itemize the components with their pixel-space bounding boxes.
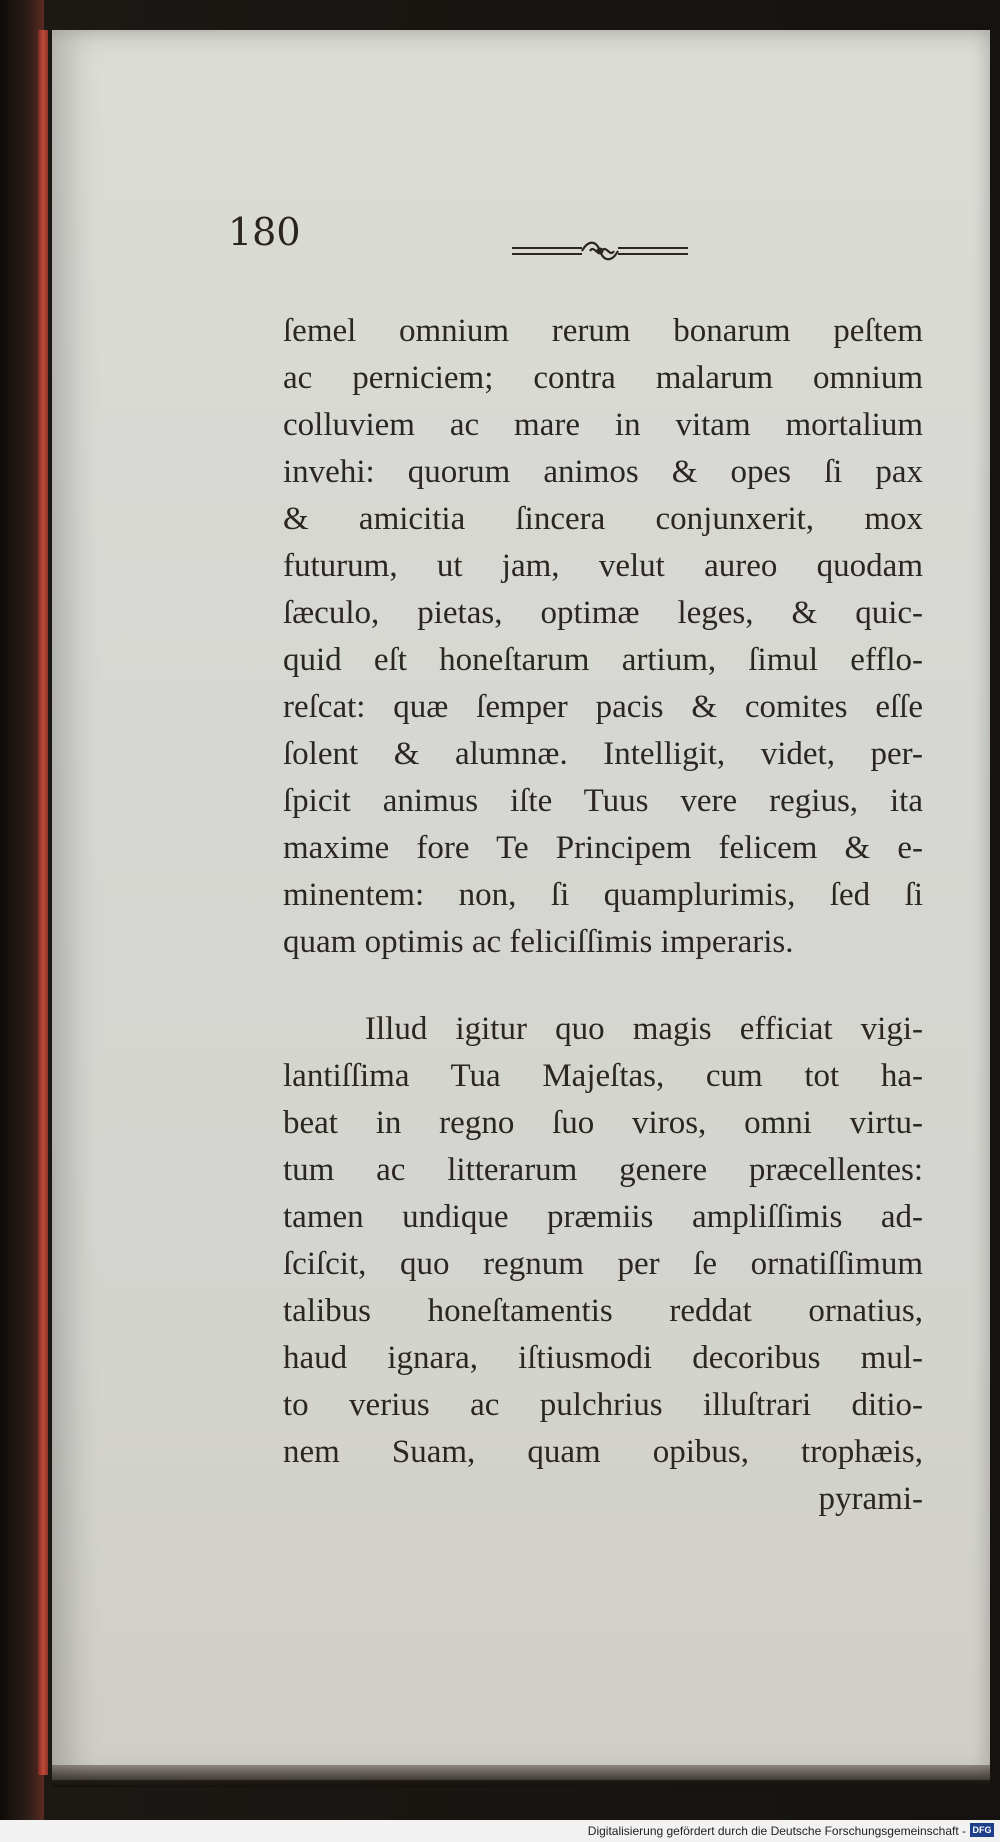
text-line: & amicitia ſincera conjunxerit, mox	[283, 501, 923, 537]
text-line: colluviem ac mare in vitam mortalium	[283, 407, 923, 443]
text-line: quam optimis ac feliciſſimis imperaris.	[283, 924, 794, 960]
body-text	[283, 308, 923, 1523]
paragraph-1	[283, 308, 923, 966]
paragraph-gap	[283, 966, 923, 1006]
dfg-logo-icon: DFG	[970, 1823, 994, 1837]
text-line: ſolent & alumnæ. Intelligit, videt, per-	[283, 736, 923, 772]
text-line: ſpicit animus iſte Tuus vere regius, ita	[283, 783, 923, 819]
paragraph-2	[283, 1006, 923, 1523]
text-line: ac perniciem; contra malarum omnium	[283, 360, 923, 396]
red-page-edge	[38, 30, 48, 1775]
text-line: futurum, ut jam, velut aureo quodam	[283, 548, 923, 584]
text-line: maxime fore Te Principem felicem & e-	[283, 830, 923, 866]
text-line: lantiſſima Tua Majeſtas, cum tot ha-	[283, 1058, 923, 1094]
text-line: nem Suam, quam opibus, trophæis,	[283, 1434, 923, 1470]
text-line: talibus honeſtamentis reddat ornatius,	[283, 1293, 923, 1329]
text-line: invehi: quorum animos & opes ſi pax	[283, 454, 923, 490]
page-bottom-shadow	[52, 1765, 990, 1787]
text-line: ſemel omnium rerum bonarum peſtem	[283, 313, 923, 349]
text-line: Illud igitur quo magis efficiat vigi-	[365, 1011, 923, 1047]
text-line: ſæculo, pietas, optimæ leges, & quic-	[283, 595, 923, 631]
text-line: haud ignara, iſtiusmodi decoribus mul-	[283, 1340, 923, 1376]
text-line: tum ac litterarum genere præcellentes:	[283, 1152, 923, 1188]
text-line: ſciſcit, quo regnum per ſe ornatiſſimum	[283, 1246, 923, 1282]
text-line: tamen undique præmiis ampliſſimis ad-	[283, 1199, 923, 1235]
digitization-credit: Digitalisierung gefördert durch die Deutsche Forschungsgemeinschaft -	[587, 1824, 966, 1838]
catchword: pyrami-	[818, 1481, 923, 1517]
text-line: reſcat: quæ ſemper pacis & comites eſſe	[283, 689, 923, 725]
text-line: to verius ac pulchrius illuſtrari ditio-	[283, 1387, 923, 1423]
text-line: quid eſt honeſtarum artium, ſimul efflo-	[283, 642, 923, 678]
text-line: beat in regno ſuo viros, omni virtu-	[283, 1105, 923, 1141]
ornament-rule-icon	[510, 238, 690, 266]
text-line: minentem: non, ſi quamplurimis, ſed ſi	[283, 877, 923, 913]
page-number: 180	[228, 210, 301, 254]
